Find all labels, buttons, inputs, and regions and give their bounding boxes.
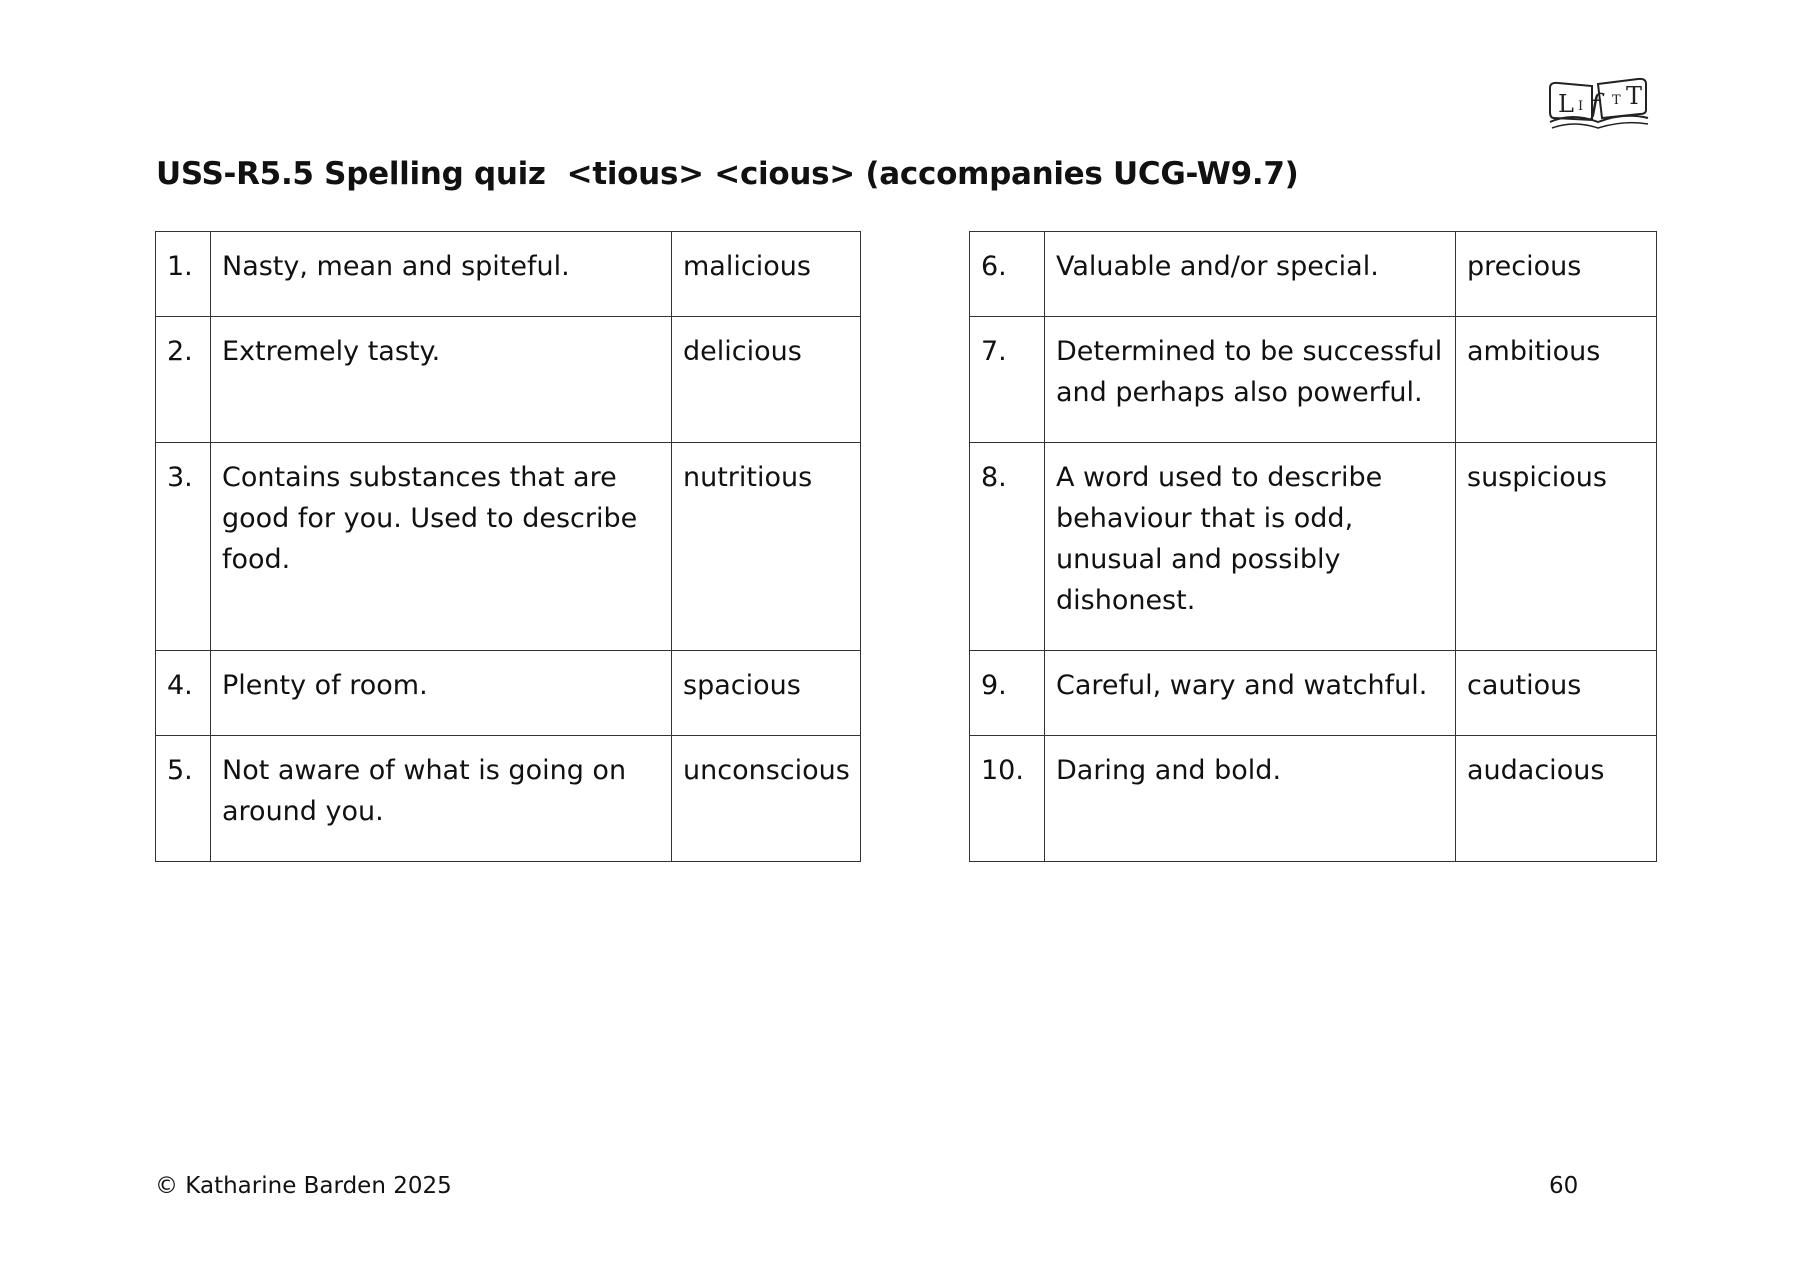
table-row bbox=[156, 317, 861, 443]
table-row bbox=[970, 651, 1657, 736]
item-definition: Nasty, mean and spiteful. bbox=[211, 232, 672, 317]
table-row bbox=[156, 232, 861, 317]
table-row bbox=[970, 736, 1657, 862]
item-definition: Extremely tasty. bbox=[211, 317, 672, 443]
page-title: USS-R5.5 Spelling quiz <tious> <cious> (accompanies UCG-W9.7) bbox=[156, 156, 1299, 192]
item-word: delicious bbox=[672, 317, 861, 443]
svg-text:L: L bbox=[1558, 90, 1574, 118]
item-word: cautious bbox=[1456, 651, 1657, 736]
item-definition: Not aware of what is going on around you. bbox=[211, 736, 672, 862]
item-number: 9. bbox=[970, 651, 1045, 736]
item-word: malicious bbox=[672, 232, 861, 317]
svg-text:T: T bbox=[1626, 82, 1643, 110]
item-word: audacious bbox=[1456, 736, 1657, 862]
table-row bbox=[970, 317, 1657, 443]
copyright-text: © Katharine Barden 2025 bbox=[155, 1173, 452, 1199]
item-word: nutritious bbox=[672, 443, 861, 651]
item-definition: Determined to be successful and perhaps also powerful. bbox=[1045, 317, 1456, 443]
quiz-table-left bbox=[155, 231, 861, 862]
table-row bbox=[156, 736, 861, 862]
item-number: 3. bbox=[156, 443, 211, 651]
item-word: spacious bbox=[672, 651, 861, 736]
item-number: 1. bbox=[156, 232, 211, 317]
svg-text:I: I bbox=[1578, 99, 1584, 114]
quiz-table-right bbox=[969, 231, 1657, 862]
item-number: 2. bbox=[156, 317, 211, 443]
item-word: precious bbox=[1456, 232, 1657, 317]
item-number: 4. bbox=[156, 651, 211, 736]
item-word: unconscious bbox=[672, 736, 861, 862]
item-word: ambitious bbox=[1456, 317, 1657, 443]
item-definition: Valuable and/or special. bbox=[1045, 232, 1456, 317]
item-definition: Careful, wary and watchful. bbox=[1045, 651, 1456, 736]
item-number: 8. bbox=[970, 443, 1045, 651]
table-row bbox=[156, 443, 861, 651]
table-row bbox=[156, 651, 861, 736]
svg-text:T: T bbox=[1612, 93, 1621, 108]
item-definition: Contains substances that are good for you. Used to describe food. bbox=[211, 443, 672, 651]
item-number: 5. bbox=[156, 736, 211, 862]
svg-text:f: f bbox=[1590, 88, 1601, 121]
table-row bbox=[970, 443, 1657, 651]
item-definition: Plenty of room. bbox=[211, 651, 672, 736]
item-definition: Daring and bold. bbox=[1045, 736, 1456, 862]
item-number: 6. bbox=[970, 232, 1045, 317]
item-number: 10. bbox=[970, 736, 1045, 862]
item-word: suspicious bbox=[1456, 443, 1657, 651]
item-definition: A word used to describe behaviour that is odd, unusual and possibly dishonest. bbox=[1045, 443, 1456, 651]
item-number: 7. bbox=[970, 317, 1045, 443]
page-number: 60 bbox=[1549, 1173, 1579, 1199]
lift-logo bbox=[1546, 74, 1652, 136]
table-row bbox=[970, 232, 1657, 317]
